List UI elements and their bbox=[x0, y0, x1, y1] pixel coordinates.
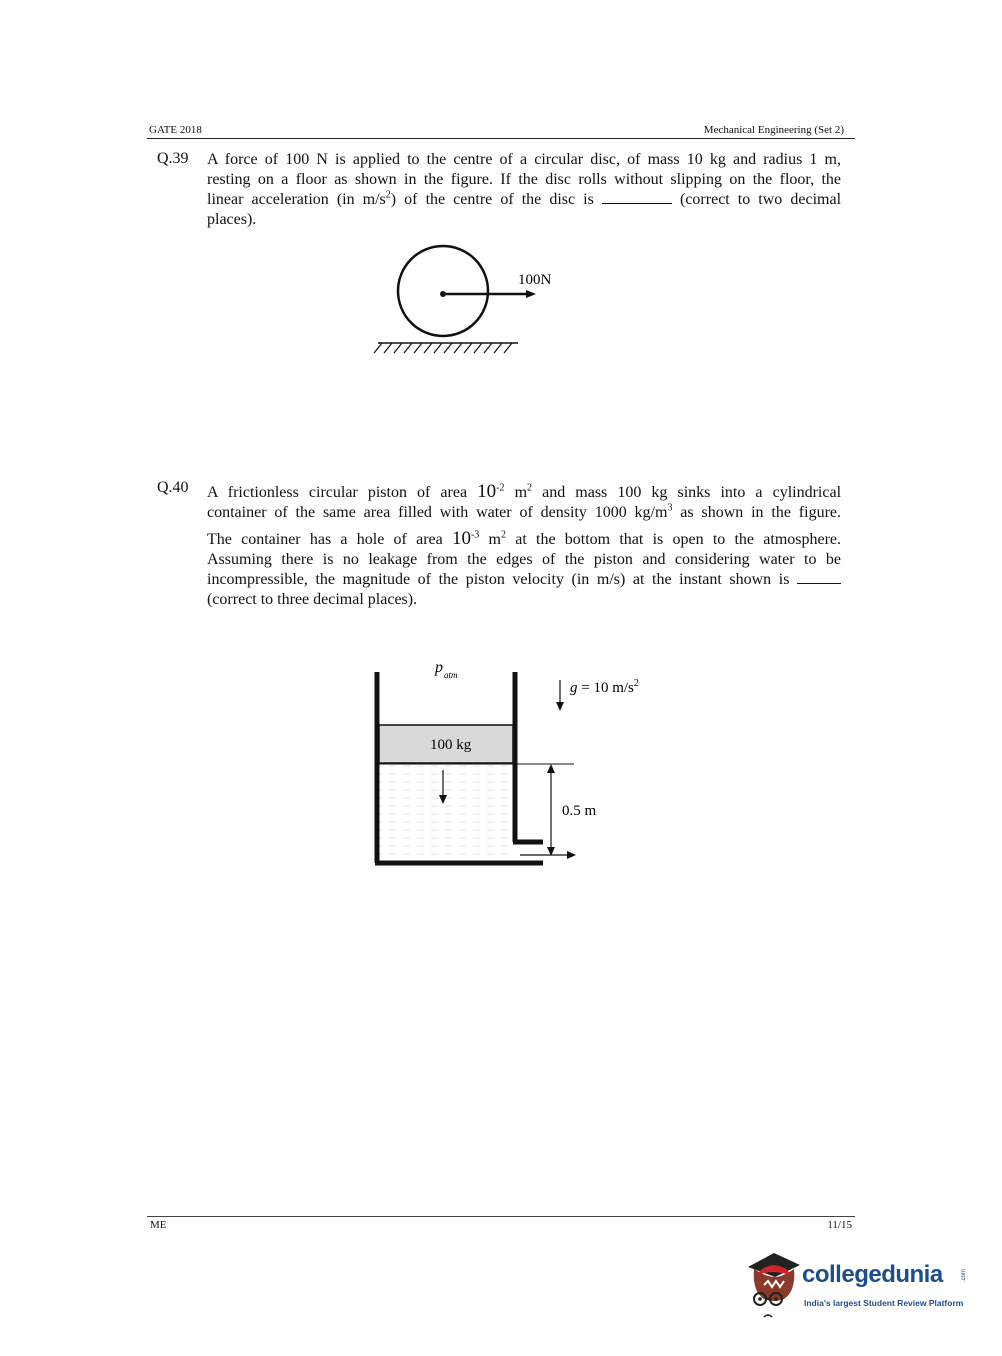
gravity-value: = 10 m/s bbox=[577, 680, 634, 696]
gravity-symbol: g bbox=[570, 680, 578, 696]
q40-line-3a: The container has a hole of area bbox=[207, 531, 443, 548]
logo-domain-suffix: .com bbox=[961, 1269, 967, 1283]
header-rule bbox=[147, 138, 855, 139]
q39-line-3b: ) of the centre of the disc is bbox=[390, 191, 594, 208]
header-paper-title: Mechanical Engineering (Set 2) bbox=[703, 124, 844, 136]
q39-sup: 2 bbox=[385, 189, 391, 201]
q39-line-4: places). bbox=[207, 211, 257, 228]
q39-line-2: resting on a floor as shown in the figure. If the disc rolls without slipping on the floor, the bbox=[207, 171, 841, 188]
q40-line-4: Assuming there is no leakage from the edges of the piston and considering water to be bbox=[207, 551, 841, 568]
piston-mass-label: 100 kg bbox=[430, 737, 472, 753]
q40-line-5 bbox=[207, 570, 841, 590]
q40-line-2a: container of the same area filled with water of density 1000 kg/m bbox=[207, 504, 668, 521]
q40-line-3c: at the bottom that is open to the atmosphere. bbox=[515, 531, 842, 548]
q39-text bbox=[207, 150, 841, 230]
footer-page-number: 11/15 bbox=[827, 1219, 852, 1231]
q39-number: Q.39 bbox=[157, 150, 189, 167]
q40-line-2b: as shown in the figure. bbox=[680, 504, 841, 521]
outlet-flow-arrow-head bbox=[567, 851, 576, 859]
logo-wordmark bbox=[802, 1261, 943, 1289]
q39-line-3a: linear acceleration (in m/s bbox=[207, 191, 386, 208]
height-label: 0.5 m bbox=[562, 803, 597, 819]
q40-answer-blank bbox=[797, 571, 841, 584]
q40-exponent-1: -2 bbox=[496, 482, 505, 494]
water-region bbox=[379, 764, 513, 859]
q40-unit-sup-2: 2 bbox=[501, 529, 506, 541]
logo-mascot-icon bbox=[742, 1247, 804, 1321]
q40-unit-2: m bbox=[488, 531, 501, 548]
gravity-label bbox=[570, 678, 639, 696]
q39-line-3c: (correct to two decimal bbox=[680, 191, 842, 208]
q40-line-1 bbox=[207, 482, 841, 503]
q40-unit-1: m bbox=[514, 484, 528, 501]
gravity-arrow-head bbox=[556, 702, 564, 711]
footer-rule bbox=[147, 1216, 855, 1217]
q39-line-3 bbox=[207, 190, 841, 210]
force-label: 100N bbox=[518, 272, 552, 288]
q40-exponent-2: -3 bbox=[470, 529, 480, 541]
patm-label: p bbox=[435, 659, 443, 676]
q40-text bbox=[207, 482, 841, 610]
q39-line-1: A force of 100 N is applied to the centre of a circular disc, of mass 10 kg and radius 1 m, bbox=[207, 151, 841, 168]
q40-line-1a: A frictionless circular piston of area bbox=[207, 484, 468, 501]
collegedunia-logo[interactable] bbox=[742, 1247, 972, 1327]
footer-subject-code: ME bbox=[150, 1219, 167, 1231]
q40-unit-sup-1: 2 bbox=[527, 482, 533, 494]
q39-disc-figure bbox=[360, 240, 560, 370]
header-exam-title: GATE 2018 bbox=[149, 124, 202, 136]
patm-subscript: atm bbox=[444, 670, 458, 680]
q40-line-3 bbox=[207, 529, 841, 550]
q40-power-base-1: 10 bbox=[477, 481, 497, 502]
q40-line-2 bbox=[207, 503, 841, 523]
q40-line-1c: and mass 100 kg sinks into a cylindrical bbox=[542, 484, 842, 501]
floor-hatching bbox=[374, 343, 512, 353]
logo-wordmark-dunia: dunia bbox=[881, 1261, 943, 1288]
q40-number: Q.40 bbox=[157, 479, 189, 496]
q40-line-5a: incompressible, the magnitude of the piston velocity (in m/s) at the instant shown is bbox=[207, 571, 790, 588]
q40-line-6: (correct to three decimal places). bbox=[207, 591, 418, 608]
q40-piston-figure bbox=[360, 650, 660, 875]
logo-tagline: India's largest Student Review Platform bbox=[804, 1298, 964, 1308]
gravity-unit-sup: 2 bbox=[633, 678, 639, 689]
height-arrow-top bbox=[547, 764, 555, 773]
logo-wordmark-college: college bbox=[802, 1261, 882, 1288]
q40-power-base-2: 10 bbox=[451, 528, 471, 549]
q40-density-sup: 3 bbox=[667, 502, 673, 514]
q39-answer-blank bbox=[602, 191, 672, 204]
force-arrow-head bbox=[526, 290, 536, 298]
